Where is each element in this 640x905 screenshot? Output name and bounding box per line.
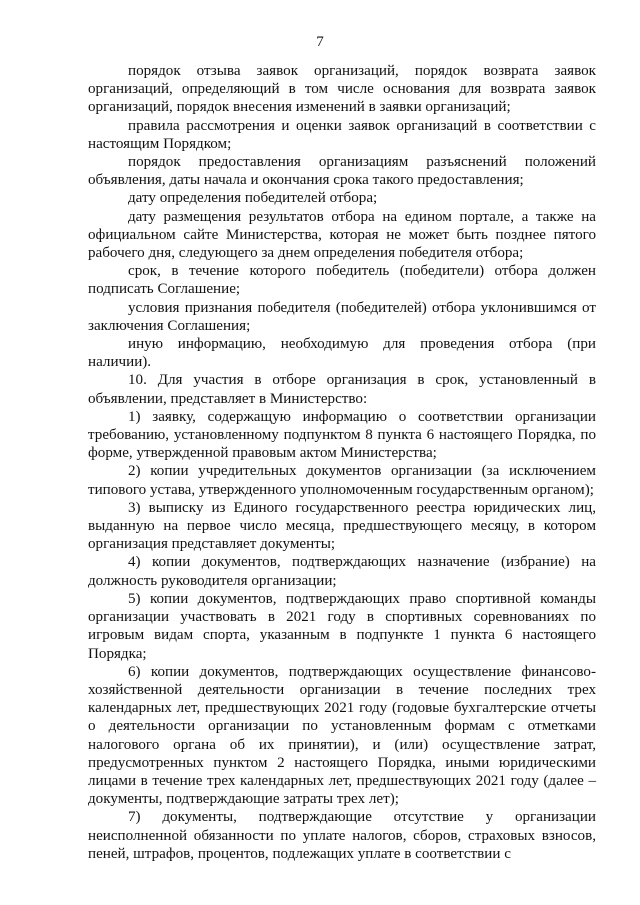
- list-item-2: 2) копии учредительных документов организации (за исключением типового устава, утвержденного уполномоченным государственным органом);: [88, 463, 596, 498]
- document-body: [88, 62, 596, 863]
- list-item-6: 6) копии документов, подтверждающих осуществление финансово-хозяйственной деятельности организации в течение последних трех календарных лет, предшествующих 2021 году (годовые бухгалтерские отчеты о деятельности организации по установленным формам с отметками налогового органа об их принятии), и (или) осуществление затрат, предусмотренных пунктом 2 настоящего Порядка, иными юридическими лицами в течение трех календарных лет, предшествующих 2021 году (далее – документы, подтверждающие затраты трех лет);: [88, 663, 596, 808]
- paragraph-withdrawal-procedure: порядок отзыва заявок организаций, порядок возврата заявок организаций, определяющий в том числе основания для возврата заявок организаций, порядок внесения изменений в заявки организаций;: [88, 63, 596, 116]
- paragraph-signing-deadline: срок, в течение которого победитель (победители) отбора должен подписать Соглашение;: [88, 263, 596, 298]
- page-number: 7: [316, 34, 324, 50]
- paragraph-results-publication: дату размещения результатов отбора на едином портале, а также на официальном сайте Министерства, которая не может быть позднее пятого рабочего дня, следующего за днем определения победителя отбора;: [88, 208, 596, 262]
- paragraph-winner-date: дату определения победителей отбора;: [128, 190, 378, 207]
- paragraph-evasion-conditions: условия признания победителя (победителей) отбора уклонившимся от заключения Соглашения;: [88, 299, 596, 334]
- paragraph-clarifications: порядок предоставления организациям разъяснений положений объявления, даты начала и окончания срока такого предоставления;: [88, 154, 596, 189]
- paragraph-other-info: иную информацию, необходимую для проведения отбора (при наличии).: [88, 336, 596, 371]
- list-item-5: 5) копии документов, подтверждающих право спортивной команды организации участвовать в 2021 году в спортивных соревнованиях по игровым видам спорта, указанным в подпункте 1 пункта 6 настоящего Порядка;: [88, 590, 596, 662]
- list-item-4: 4) копии документов, подтверждающих назначение (избрание) на должность руководителя организации;: [88, 554, 596, 589]
- paragraph-review-rules: правила рассмотрения и оценки заявок организаций в соответствии с настоящим Порядком;: [88, 117, 596, 152]
- list-item-1: 1) заявку, содержащую информацию о соответствии организации требованию, установленному подпунктом 8 пункта 6 настоящего Порядка, по форме, утвержденной правовым актом Министерства;: [88, 408, 596, 462]
- list-item-7: 7) документы, подтверждающие отсутствие у организации неисполненной обязанности по уплате налогов, сборов, страховых взносов, пеней, штрафов, процентов, подлежащих уплате в соответствии с: [88, 809, 596, 862]
- paragraph-item-10: 10. Для участия в отборе организация в срок, установленный в объявлении, представляет в Министерство:: [88, 372, 596, 407]
- list-item-3: 3) выписку из Единого государственного реестра юридических лиц, выданную на первое число месяца, предшествующего месяцу, в котором организация представляет документы;: [88, 499, 596, 553]
